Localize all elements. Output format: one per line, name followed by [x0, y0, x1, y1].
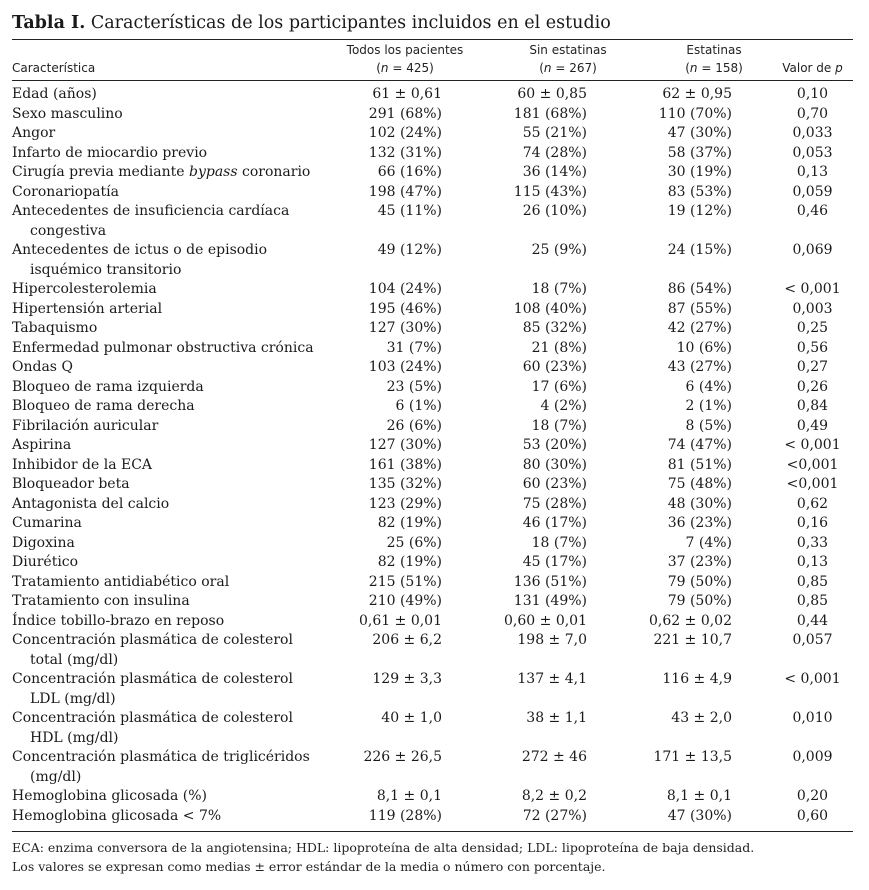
- cell-p-value: 0,16: [796, 515, 829, 531]
- row-label-line1: Inhibidor de la ECA: [12, 456, 153, 473]
- cell-statins: 8 (5%): [685, 417, 732, 434]
- cell-all-patients: 82 (19%): [377, 554, 442, 570]
- footnote-abbreviations: ECA: enzima conversora de la angiotensina; HDL: lipoproteína de alta densidad; LDL: lipoproteína de baja densidad.: [12, 840, 755, 855]
- row-label-line2: HDL (mg/dl): [30, 729, 119, 746]
- table-row: [12, 378, 853, 398]
- table-row: [12, 612, 853, 632]
- row-label: [12, 436, 342, 456]
- row-label-line1: Índice tobillo-brazo en reposo: [12, 612, 225, 629]
- table-row: [12, 534, 853, 554]
- row-label: [12, 748, 342, 787]
- row-label-line1: Concentración plasmática de colesterol: [12, 710, 293, 726]
- cell-statins: 8,1 ± 0,1: [666, 788, 732, 804]
- cell-no-statins: 80 (30%): [522, 456, 587, 473]
- header-all-patients-n: (n = 425): [376, 61, 434, 75]
- cell-all-patients: 206 ± 6,2: [372, 632, 442, 648]
- cell-p-value: 0,49: [796, 417, 829, 434]
- cell-no-statins: 38 ± 1,1: [526, 710, 587, 726]
- table-row: [12, 105, 853, 125]
- row-label-line1: Edad (años): [12, 86, 97, 102]
- row-label-line1: Infarto de miocardio previo: [12, 144, 208, 161]
- cell-p-value: 0,13: [796, 164, 829, 180]
- cell-no-statins: 18 (7%): [531, 281, 587, 297]
- cell-all-patients: 8,1 ± 0,1: [376, 788, 442, 804]
- row-label-line1: Concentración plasmática de colesterol: [12, 632, 293, 648]
- cell-p-value: < 0,001: [784, 281, 841, 297]
- table-row: [12, 709, 853, 748]
- table-title-label: Tabla I.: [12, 13, 86, 33]
- row-label-line1: Cirugía previa mediante bypass coronario: [12, 164, 311, 180]
- cell-p-value: 0,059: [792, 183, 833, 200]
- table-row: [12, 300, 853, 320]
- header-p-value: Valor de p: [782, 61, 843, 75]
- cell-p-value: 0,053: [792, 144, 833, 161]
- row-label-line1: Ondas Q: [12, 359, 73, 375]
- cell-all-patients: 31 (7%): [386, 339, 442, 356]
- header-no-statins-n: (n = 267): [539, 61, 597, 75]
- cell-statins: 19 (12%): [667, 203, 732, 219]
- cell-p-value: < 0,001: [784, 437, 841, 453]
- row-label-line1: Bloqueo de rama izquierda: [12, 378, 204, 395]
- row-label-line1: Hemoglobina glicosada < 7%: [12, 807, 222, 824]
- cell-p-value: 0,26: [796, 378, 829, 395]
- table-row: [12, 748, 853, 787]
- row-label-line1: Concentración plasmática de colesterol: [12, 671, 293, 687]
- cell-all-patients: 129 ± 3,3: [372, 671, 442, 687]
- cell-p-value: 0,85: [796, 573, 829, 590]
- cell-no-statins: 85 (32%): [522, 320, 587, 336]
- cell-no-statins: 72 (27%): [522, 807, 587, 824]
- header-no-statins: [498, 41, 638, 77]
- row-label: [12, 709, 342, 748]
- cell-p-value: 0,60: [796, 807, 829, 824]
- table-row: [12, 183, 853, 203]
- row-label-line1: Hipertensión arterial: [12, 300, 163, 317]
- row-label: [12, 300, 342, 320]
- row-label: [12, 456, 342, 476]
- cell-statins: 81 (51%): [667, 456, 732, 473]
- bottom-rule: [12, 831, 853, 832]
- table-row: [12, 456, 853, 476]
- row-label: [12, 397, 342, 417]
- cell-no-statins: 21 (8%): [531, 339, 587, 356]
- row-label: [12, 514, 342, 534]
- cell-no-statins: 46 (17%): [522, 515, 587, 531]
- cell-p-value: 0,009: [792, 749, 833, 765]
- row-label: [12, 319, 342, 339]
- row-label: [12, 553, 342, 573]
- table-row: [12, 514, 853, 534]
- table-row: [12, 319, 853, 339]
- header-statins-name: Estatinas: [686, 43, 742, 57]
- row-label-line2: congestiva: [30, 222, 107, 239]
- cell-all-patients: 210 (49%): [368, 593, 442, 609]
- cell-no-statins: 108 (40%): [513, 300, 587, 317]
- cell-all-patients: 198 (47%): [368, 183, 442, 200]
- table-body: [12, 85, 853, 826]
- row-label: [12, 241, 342, 280]
- cell-all-patients: 45 (11%): [377, 203, 442, 219]
- cell-statins: 221 ± 10,7: [653, 632, 732, 648]
- cell-no-statins: 74 (28%): [522, 144, 587, 161]
- cell-no-statins: 181 (68%): [513, 105, 587, 122]
- cell-all-patients: 61 ± 0,61: [372, 86, 442, 102]
- cell-p-value: 0,62: [796, 495, 829, 512]
- cell-no-statins: 131 (49%): [513, 593, 587, 609]
- cell-all-patients: 66 (16%): [377, 164, 442, 180]
- cell-all-patients: 127 (30%): [368, 437, 442, 453]
- cell-statins: 110 (70%): [658, 105, 732, 122]
- cell-all-patients: 132 (31%): [368, 144, 442, 161]
- cell-p-value: 0,25: [796, 320, 829, 336]
- cell-statins: 6 (4%): [685, 378, 732, 395]
- row-label: [12, 592, 342, 612]
- cell-statins: 79 (50%): [667, 573, 732, 590]
- table-title-text: Características de los participantes incluidos en el estudio: [90, 13, 611, 33]
- cell-statins: 43 (27%): [667, 359, 732, 375]
- cell-p-value: 0,010: [792, 710, 833, 726]
- row-label-line1: Cumarina: [12, 515, 82, 531]
- cell-statins: 2 (1%): [685, 398, 732, 414]
- cell-statins: 79 (50%): [667, 593, 732, 609]
- cell-p-value: <0,001: [786, 456, 839, 473]
- cell-all-patients: 102 (24%): [368, 125, 442, 141]
- table-row: [12, 124, 853, 144]
- cell-p-value: 0,56: [796, 339, 829, 356]
- cell-all-patients: 49 (12%): [377, 242, 442, 258]
- table-row: [12, 358, 853, 378]
- row-label: [12, 631, 342, 670]
- row-label-line1: Sexo masculino: [12, 105, 123, 122]
- row-label: [12, 163, 342, 183]
- row-label-line1: Tratamiento antidiabético oral: [12, 573, 230, 590]
- cell-no-statins: 18 (7%): [531, 534, 587, 551]
- row-label-line1: Tratamiento con insulina: [12, 593, 190, 609]
- table-row: [12, 807, 853, 827]
- cell-statins: 47 (30%): [667, 125, 732, 141]
- cell-statins: 75 (48%): [667, 476, 732, 492]
- cell-all-patients: 25 (6%): [386, 534, 442, 551]
- cell-no-statins: 136 (51%): [513, 573, 587, 590]
- cell-statins: 62 ± 0,95: [662, 86, 732, 102]
- row-label-line2: (mg/dl): [30, 768, 82, 785]
- table-row: [12, 85, 853, 105]
- footnotes: [12, 838, 853, 876]
- cell-no-statins: 198 ± 7,0: [517, 632, 587, 648]
- cell-p-value: 0,85: [796, 593, 829, 609]
- table-header: [12, 40, 853, 80]
- table-row: [12, 280, 853, 300]
- table-row: [12, 495, 853, 515]
- footnote-values: Los valores se expresan como medias ± error estándar de la media o número con porcentaje.: [12, 859, 606, 874]
- row-label: [12, 534, 342, 554]
- row-label-line1: Antecedentes de insuficiencia cardíaca: [12, 203, 290, 219]
- table-title: [12, 10, 853, 36]
- row-label-line1: Tabaquismo: [12, 320, 98, 336]
- cell-statins: 0,62 ± 0,02: [649, 612, 732, 629]
- cell-all-patients: 40 ± 1,0: [381, 710, 442, 726]
- cell-no-statins: 53 (20%): [522, 437, 587, 453]
- cell-statins: 10 (6%): [676, 339, 732, 356]
- cell-p-value: 0,13: [796, 554, 829, 570]
- cell-p-value: 0,44: [796, 612, 829, 629]
- row-label: [12, 475, 342, 495]
- row-label: [12, 85, 342, 105]
- cell-no-statins: 25 (9%): [531, 242, 587, 258]
- table-row: [12, 163, 853, 183]
- cell-no-statins: 36 (14%): [522, 164, 587, 180]
- table-row: [12, 592, 853, 612]
- characteristics-table: [12, 85, 853, 826]
- header-no-statins-name: Sin estatinas: [529, 43, 607, 57]
- row-label: [12, 124, 342, 144]
- cell-no-statins: 45 (17%): [522, 554, 587, 570]
- table-row: [12, 631, 853, 670]
- cell-statins: 36 (23%): [667, 515, 732, 531]
- cell-no-statins: 115 (43%): [513, 183, 587, 200]
- cell-statins: 43 ± 2,0: [671, 710, 732, 726]
- header-all-patients: [328, 41, 482, 77]
- row-label: [12, 339, 342, 359]
- row-label-line1: Digoxina: [12, 534, 75, 551]
- cell-p-value: 0,27: [796, 359, 829, 375]
- cell-all-patients: 104 (24%): [368, 281, 442, 297]
- row-label-line1: Angor: [12, 125, 56, 141]
- cell-statins: 37 (23%): [667, 554, 732, 570]
- table-row: [12, 436, 853, 456]
- row-label: [12, 358, 342, 378]
- cell-statins: 83 (53%): [667, 183, 732, 200]
- cell-statins: 7 (4%): [685, 534, 732, 551]
- cell-p-value: 0,069: [792, 242, 833, 258]
- row-label: [12, 280, 342, 300]
- cell-statins: 86 (54%): [667, 281, 732, 297]
- row-label-line1: Antagonista del calcio: [12, 495, 170, 512]
- cell-statins: 87 (55%): [667, 300, 732, 317]
- row-label: [12, 670, 342, 709]
- cell-p-value: 0,70: [796, 105, 829, 122]
- cell-all-patients: 103 (24%): [368, 359, 442, 375]
- table-row: [12, 670, 853, 709]
- row-label-line1: Concentración plasmática de triglicéridos: [12, 749, 310, 765]
- row-label: [12, 787, 342, 807]
- cell-all-patients: 291 (68%): [368, 105, 442, 122]
- cell-no-statins: 60 (23%): [522, 476, 587, 492]
- cell-no-statins: 4 (2%): [540, 398, 587, 414]
- row-label: [12, 495, 342, 515]
- cell-all-patients: 127 (30%): [368, 320, 442, 336]
- cell-p-value: 0,10: [796, 86, 829, 102]
- row-label-line2: isquémico transitorio: [30, 261, 182, 278]
- header-characteristic: Característica: [12, 61, 96, 75]
- table-row: [12, 144, 853, 164]
- cell-all-patients: 119 (28%): [368, 807, 442, 824]
- cell-p-value: 0,003: [792, 300, 833, 317]
- cell-p-value: < 0,001: [784, 671, 841, 687]
- row-label-line1: Bloqueador beta: [12, 476, 130, 492]
- cell-no-statins: 60 (23%): [522, 359, 587, 375]
- cell-statins: 171 ± 13,5: [653, 749, 732, 765]
- row-label: [12, 202, 342, 241]
- cell-statins: 47 (30%): [667, 807, 732, 824]
- row-label-line1: Aspirina: [12, 437, 72, 453]
- cell-statins: 58 (37%): [667, 144, 732, 161]
- cell-all-patients: 82 (19%): [377, 515, 442, 531]
- cell-all-patients: 23 (5%): [386, 378, 442, 395]
- row-label-line2: LDL (mg/dl): [30, 690, 116, 707]
- row-label-line1: Bloqueo de rama derecha: [12, 398, 195, 414]
- row-label: [12, 417, 342, 437]
- row-label-line2: total (mg/dl): [30, 651, 119, 668]
- table-row: [12, 417, 853, 437]
- row-label: [12, 183, 342, 203]
- header-statins-n: (n = 158): [685, 61, 743, 75]
- cell-all-patients: 123 (29%): [368, 495, 442, 512]
- table-row: [12, 787, 853, 807]
- cell-no-statins: 60 ± 0,85: [517, 86, 587, 102]
- cell-all-patients: 215 (51%): [368, 573, 442, 590]
- cell-no-statins: 26 (10%): [522, 203, 587, 219]
- table-row: [12, 202, 853, 241]
- cell-no-statins: 0,60 ± 0,01: [504, 612, 587, 629]
- cell-statins: 24 (15%): [667, 242, 732, 258]
- cell-no-statins: 272 ± 46: [521, 749, 587, 765]
- table-figure: [12, 10, 853, 876]
- row-label: [12, 612, 342, 632]
- table-row: [12, 573, 853, 593]
- table-row: [12, 397, 853, 417]
- cell-p-value: 0,20: [796, 788, 829, 804]
- row-label-line1: Coronariopatía: [12, 183, 119, 200]
- cell-p-value: 0,84: [796, 398, 829, 414]
- cell-no-statins: 8,2 ± 0,2: [521, 788, 587, 804]
- cell-p-value: 0,033: [792, 125, 833, 141]
- row-label: [12, 144, 342, 164]
- table-row: [12, 475, 853, 495]
- cell-all-patients: 226 ± 26,5: [363, 749, 442, 765]
- table-row: [12, 339, 853, 359]
- cell-all-patients: 0,61 ± 0,01: [359, 612, 442, 629]
- row-label-line1: Diurético: [12, 554, 79, 570]
- cell-all-patients: 195 (46%): [368, 300, 442, 317]
- cell-all-patients: 161 (38%): [368, 456, 442, 473]
- cell-statins: 74 (47%): [667, 437, 732, 453]
- cell-no-statins: 17 (6%): [531, 378, 587, 395]
- cell-no-statins: 137 ± 4,1: [517, 671, 587, 687]
- cell-all-patients: 6 (1%): [395, 398, 442, 414]
- cell-statins: 116 ± 4,9: [662, 671, 732, 687]
- row-label-line1: Enfermedad pulmonar obstructiva crónica: [12, 339, 314, 356]
- row-label: [12, 807, 342, 827]
- table-row: [12, 553, 853, 573]
- header-all-patients-name: Todos los pacientes: [346, 43, 464, 57]
- row-label: [12, 378, 342, 398]
- cell-statins: 42 (27%): [667, 320, 732, 336]
- cell-no-statins: 75 (28%): [522, 495, 587, 512]
- row-label-line1: Hipercolesterolemia: [12, 281, 157, 297]
- cell-no-statins: 55 (21%): [522, 125, 587, 141]
- cell-p-value: 0,33: [796, 534, 829, 551]
- cell-statins: 48 (30%): [667, 495, 732, 512]
- cell-p-value: 0,46: [796, 203, 829, 219]
- cell-all-patients: 135 (32%): [368, 476, 442, 492]
- cell-p-value: 0,057: [792, 632, 833, 648]
- row-label: [12, 573, 342, 593]
- row-label-line1: Fibrilación auricular: [12, 417, 159, 434]
- header-statins: [644, 41, 784, 77]
- row-label-line1: Antecedentes de ictus o de episodio: [12, 242, 268, 258]
- row-label: [12, 105, 342, 125]
- row-label-line1: Hemoglobina glicosada (%): [12, 788, 208, 804]
- cell-all-patients: 26 (6%): [386, 417, 442, 434]
- cell-no-statins: 18 (7%): [531, 417, 587, 434]
- cell-p-value: <0,001: [786, 476, 839, 492]
- table-row: [12, 241, 853, 280]
- cell-statins: 30 (19%): [667, 164, 732, 180]
